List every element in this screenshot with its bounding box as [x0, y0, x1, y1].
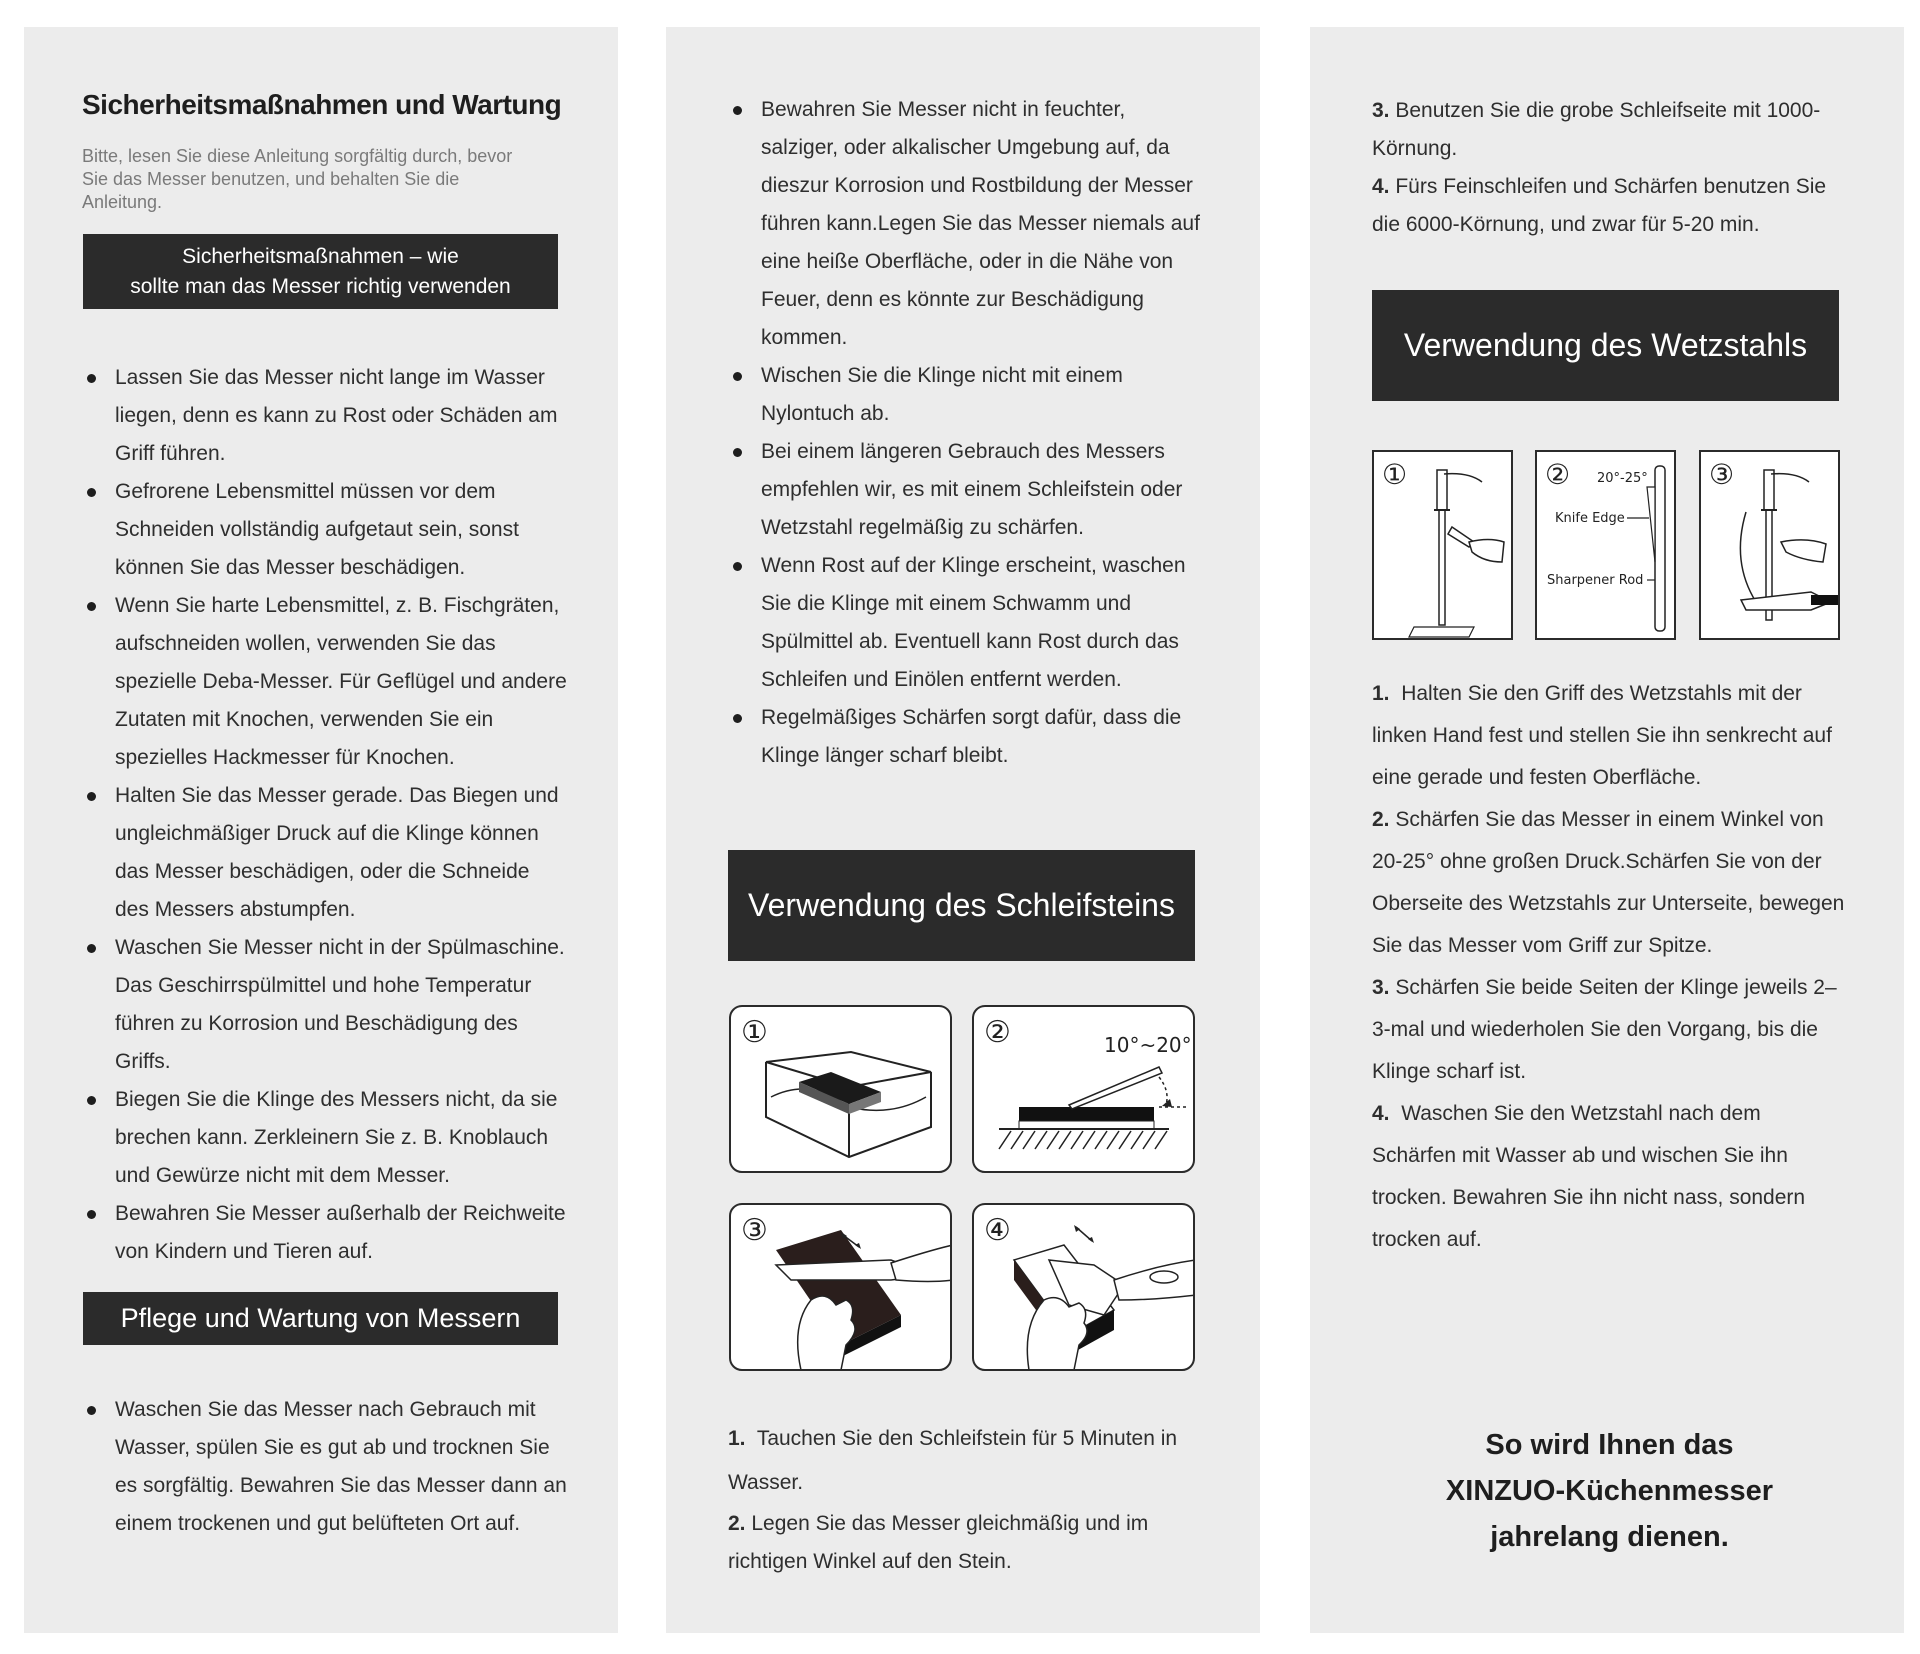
closing-line2: XINZUO-Küchenmesser [1445, 1475, 1774, 1507]
step-number-3: ③ [741, 1213, 768, 1248]
honing-step2-illustration [1535, 450, 1676, 640]
honing-rod-banner: Verwendung des Wetzstahls [1372, 290, 1839, 401]
step-item [1372, 967, 1847, 1093]
care-banner: Pflege und Wartung von Messern [83, 1292, 558, 1345]
honing-step3-illustration [1699, 450, 1840, 640]
honing-stroke-icon [1701, 452, 1840, 640]
step-number-2: ② [984, 1015, 1011, 1050]
whetstone-step4-illustration [972, 1203, 1195, 1371]
vertical-rod-icon [1374, 452, 1513, 640]
safety-banner [83, 234, 558, 309]
step-number: 4. [1372, 175, 1390, 198]
intro-text: Bitte, lesen Sie diese Anleitung sorgfältig durch, bevor Sie das Messer benutzen, und behalten Sie die Anleitung. [82, 146, 513, 212]
hand-sharpening-reverse-icon [974, 1205, 1195, 1371]
step-number: 1. [728, 1427, 746, 1450]
honing-step1-illustration [1372, 450, 1513, 640]
step-item [1372, 673, 1847, 799]
closing-line1: So wird Ihnen das [1485, 1429, 1734, 1461]
step-number: 2. [1372, 808, 1390, 831]
list-item: Waschen Sie Messer nicht in der Spülmaschine. Das Geschirrspülmittel und hohe Temperatur führen zu Korrosion und Beschädigung des Griffs. [84, 929, 569, 1081]
rod-angle-label: 20°-25° [1597, 471, 1648, 486]
sharpening-angle-icon [974, 1007, 1195, 1173]
safety-banner-line2: sollte man das Messer richtig verwenden [130, 274, 511, 298]
list-item: Bei einem längeren Gebrauch des Messers empfehlen wir, es mit einem Schleifstein oder Wetzstahl regelmäßig zu schärfen. [730, 433, 1200, 547]
list-item: Gefrorene Lebensmittel müssen vor dem Schneiden vollständig aufgetaut sein, sonst können Sie das Messer beschädigen. [84, 473, 569, 587]
list-item: Wischen Sie die Klinge nicht mit einem Nylontuch ab. [730, 357, 1200, 433]
closing-line3: jahrelang dienen. [1490, 1521, 1729, 1553]
honing-number-2: ② [1545, 458, 1571, 491]
step-number: 4. [1372, 1102, 1390, 1125]
whetstone-steps [728, 1417, 1198, 1581]
step-number: 3. [1372, 99, 1390, 122]
safety-list [84, 359, 569, 1271]
step-text: Fürs Feinschleifen und Schärfen benutzen Sie die 6000-Körnung, und zwar für 5-20 min. [1372, 175, 1827, 236]
honing-number-1: ① [1382, 458, 1408, 491]
care-list [84, 1391, 569, 1543]
whetstone-step2-illustration [972, 1005, 1195, 1173]
whetstone-steps-continued [1372, 92, 1847, 244]
list-item: Lassen Sie das Messer nicht lange im Wasser liegen, denn es kann zu Rost oder Schäden am Griff führen. [84, 359, 569, 473]
page-title: Sicherheitsmaßnahmen und Wartung [82, 89, 562, 120]
list-item: Bewahren Sie Messer außerhalb der Reichweite von Kindern und Tieren auf. [84, 1195, 569, 1271]
step-text: Legen Sie das Messer gleichmäßig und im richtigen Winkel auf den Stein. [728, 1512, 1149, 1573]
step-number-1: ① [741, 1015, 768, 1050]
step-item [1372, 799, 1847, 967]
step-item [1372, 1093, 1847, 1261]
step-text: Tauchen Sie den Schleifstein für 5 Minuten in Wasser. [728, 1427, 1178, 1494]
step-text: Schärfen Sie beide Seiten der Klinge jeweils 2–3-mal und wiederholen Sie den Vorgang, bis die Klinge scharf ist. [1372, 976, 1837, 1083]
step-text: Schärfen Sie das Messer in einem Winkel von 20-25° ohne großen Druck.Schärfen Sie von der Oberseite des Wetzstahls zur Unterseite, bewegen Sie das Messer vom Griff zur Spitze. [1372, 808, 1845, 957]
step-text: Benutzen Sie die grobe Schleifseite mit 1000-Körnung. [1372, 99, 1821, 160]
step-item [728, 1505, 1198, 1581]
step-number-4: ④ [984, 1213, 1011, 1248]
whetstone-banner: Verwendung des Schleifsteins [728, 850, 1195, 961]
panel-whetstone [666, 27, 1260, 1633]
list-item: Waschen Sie das Messer nach Gebrauch mit Wasser, spülen Sie es gut ab und trocknen Sie es sorgfältig. Bewahren Sie das Messer dann an einem trockenen und gut belüfteten Ort auf. [84, 1391, 569, 1543]
angle-label: 10°~20° [1104, 1033, 1192, 1057]
list-item: Regelmäßiges Schärfen sorgt dafür, dass die Klinge länger scharf bleibt. [730, 699, 1200, 775]
care-list-continued [730, 91, 1200, 775]
sharpener-rod-label: Sharpener Rod [1547, 573, 1644, 588]
step-item [1372, 168, 1847, 244]
step-number: 1. [1372, 682, 1390, 705]
safety-banner-line1: Sicherheitsmaßnahmen – wie [182, 244, 459, 268]
panel-honing-rod [1310, 27, 1904, 1633]
hand-sharpening-icon [731, 1205, 952, 1371]
step-number: 3. [1372, 976, 1390, 999]
list-item: Halten Sie das Messer gerade. Das Biegen und ungleichmäßiger Druck auf die Klinge können das Messer beschädigen, oder die Schneide des Messers abstumpfen. [84, 777, 569, 929]
step-item [1372, 92, 1847, 168]
step-number: 2. [728, 1512, 746, 1535]
closing-message [1372, 1422, 1847, 1560]
whetstone-step3-illustration [729, 1203, 952, 1371]
step-item [728, 1417, 1198, 1505]
honing-number-3: ③ [1709, 458, 1735, 491]
panel-safety [24, 27, 618, 1633]
rod-angle-icon [1537, 452, 1676, 640]
list-item: Bewahren Sie Messer nicht in feuchter, salziger, oder alkalischer Umgebung auf, da dieszur Korrosion und Rostbildung der Messer führen kann.Legen Sie das Messer niemals auf eine heiße Oberfläche, oder in die Nähe von Feuer, denn es könnte zur Beschädigung kommen. [730, 91, 1200, 357]
water-container-icon [731, 1007, 952, 1173]
honing-steps [1372, 673, 1847, 1261]
list-item: Wenn Sie harte Lebensmittel, z. B. Fischgräten, aufschneiden wollen, verwenden Sie das spezielle Deba-Messer. Für Geflügel und andere Zutaten mit Knochen, verwenden Sie ein spezielles Hackmesser für Knochen. [84, 587, 569, 777]
knife-edge-label: Knife Edge [1555, 511, 1625, 526]
whetstone-step1-illustration [729, 1005, 952, 1173]
list-item: Wenn Rost auf der Klinge erscheint, waschen Sie die Klinge mit einem Schwamm und Spülmittel ab. Eventuell kann Rost durch das Schleifen und Einölen entfernt werden. [730, 547, 1200, 699]
step-text: Halten Sie den Griff des Wetzstahls mit der linken Hand fest und stellen Sie ihn senkrecht auf eine gerade und festen Oberfläche. [1372, 682, 1832, 789]
list-item: Biegen Sie die Klinge des Messers nicht, da sie brechen kann. Zerkleinern Sie z. B. Knoblauch und Gewürze nicht mit dem Messer. [84, 1081, 569, 1195]
step-text: Waschen Sie den Wetzstahl nach dem Schärfen mit Wasser ab und wischen Sie ihn trocken. Bewahren Sie ihn nicht nass, sondern trocken auf. [1372, 1102, 1806, 1251]
